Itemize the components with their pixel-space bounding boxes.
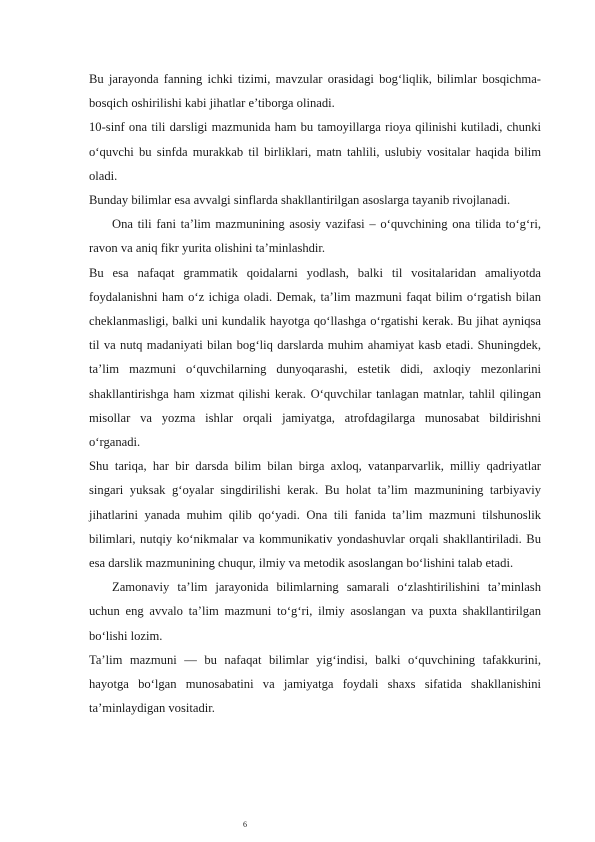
paragraph-1: Bu jarayonda fanning ichki tizimi, mavzular orasidagi bog‘liqlik, bilimlar bosqichma-bosqich oshirilishi kabi jihatlar e’tiborga olinadi.	[89, 72, 541, 111]
paragraph-2: 10-sinf ona tili darsligi mazmunida ham bu tamoyillarga rioya qilinishi kutiladi, chunki o‘quvchi bu sinfda murakkab til birliklari, matn tahlili, uslubiy vositalar haqida bilim oladi.	[89, 120, 541, 183]
paragraph-4: Ona tili fani ta’lim mazmunining asosiy vazifasi – o‘quvchining ona tilida to‘g‘ri, ravon va aniq fikr yurita olishini ta’minlashdir.	[89, 217, 541, 256]
page-number: 6	[243, 820, 247, 829]
paragraph-7: Zamonaviy ta’lim jarayonida bilimlarning samarali o‘zlashtirilishini ta’minlash uchun eng avvalo ta’lim mazmuni to‘g‘ri, ilmiy asoslangan va puxta shakllantirilgan bo‘lishi lozim.	[89, 580, 541, 643]
paragraph-6: Shu tariqa, har bir darsda bilim bilan birga axloq, vatanparvarlik, milliy qadriyatlar singari yuksak g‘oyalar singdirilishi kerak. Bu holat ta’lim mazmunining tarbiyaviy jihatlarini yanada muhim qilib qo‘yadi. Ona tili fanida ta’lim mazmuni tilshunoslik bilimlari, nutqiy ko‘nikmalar va kommunikativ yondashuvlar orqali shakllantiriladi. Bu esa darslik mazmunining chuqur, ilmiy va metodik asoslangan bo‘lishini talab etadi.	[89, 459, 541, 571]
document-body	[89, 67, 541, 720]
paragraph-8: Ta’lim mazmuni — bu nafaqat bilimlar yig‘indisi, balki o‘quvchining tafakkurini, hayotga bo‘lgan munosabatini va jamiyatga foydali shaxs sifatida shakllanishini ta’minlaydigan vositadir.	[89, 652, 541, 716]
paragraph-3: Bunday bilimlar esa avvalgi sinflarda shakllantirilgan asoslarga tayanib rivojlanadi.	[89, 193, 511, 208]
paragraph-5: Bu esa nafaqat grammatik qoidalarni yodlash, balki til vositalaridan amaliyotda foydalanishni ham o‘z ichiga oladi. Demak, ta’lim mazmuni faqat bilim o‘rgatish bilan cheklanmasligi, balki uni kundalik hayotga qo‘llashga o‘rgatishi kerak. Bu jihat ayniqsa til va nutq madaniyati bilan bog‘liq darslarda muhim ahamiyat kasb etadi. Shuningdek, ta’lim mazmuni o‘quvchilarning dunyoqarashi, estetik didi, axloqiy mezonlarini shakllantirishga ham xizmat qilishi kerak. O‘quvchilar tanlagan matnlar, tahlil qilingan misollar va yozma ishlar orqali jamiyatga, atrofdagilarga munosabat bildirishni o‘rganadi.	[89, 265, 541, 450]
